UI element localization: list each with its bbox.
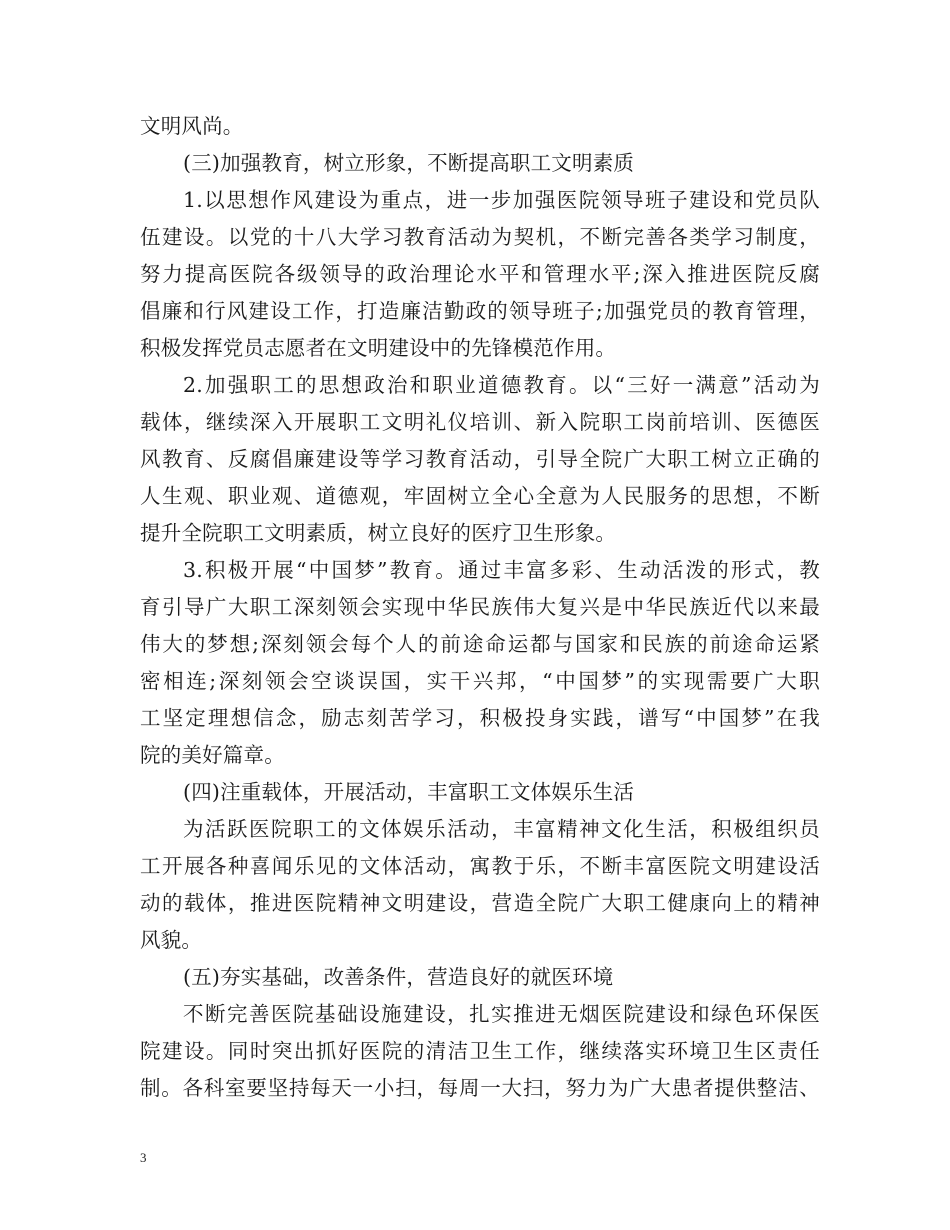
section-heading: (五)夯实基础，改善条件，营造良好的就医环境 bbox=[183, 965, 614, 989]
text-line: 工坚定理想信念，励志刻苦学习，积极投身实践，谱写“中国梦”在我 bbox=[140, 706, 820, 730]
section-heading: (三)加强教育，树立形象，不断提高职工文明素质 bbox=[183, 151, 635, 175]
text-line: 人生观、职业观、道德观，牢固树立全心全意为人民服务的思想，不断 bbox=[140, 484, 820, 508]
text-line: 2.加强职工的思想政治和职业道德教育。以“三好一满意”活动为 bbox=[183, 373, 820, 397]
text-line: 动的载体，推进医院精神文明建设，营造全院广大职工健康向上的精神 bbox=[140, 891, 820, 915]
text-line: 文明风尚。 bbox=[140, 114, 244, 138]
text-line: 提升全院职工文明素质，树立良好的医疗卫生形象。 bbox=[140, 521, 617, 545]
text-line: 为活跃医院职工的文体娱乐活动，丰富精神文化生活，积极组织员 bbox=[183, 817, 820, 841]
text-line: 育引导广大职工深刻领会实现中华民族伟大复兴是中华民族近代以来最 bbox=[140, 595, 820, 619]
text-line: 密相连;深刻领会空谈误国，实干兴邦，“中国梦”的实现需要广大职 bbox=[140, 669, 820, 693]
text-line: 伟大的梦想;深刻领会每个人的前途命运都与国家和民族的前途命运紧 bbox=[140, 632, 820, 656]
text-line: 工开展各种喜闻乐见的文体活动，寓教于乐，不断丰富医院文明建设活 bbox=[140, 854, 820, 878]
text-line: 伍建设。以党的十八大学习教育活动为契机，不断完善各类学习制度， bbox=[140, 225, 820, 249]
text-line: 制。各科室要坚持每天一小扫，每周一大扫，努力为广大患者提供整洁、 bbox=[140, 1076, 820, 1100]
text-line: 载体，继续深入开展职工文明礼仪培训、新入院职工岗前培训、医德医 bbox=[140, 410, 820, 434]
text-line: 努力提高医院各级领导的政治理论水平和管理水平;深入推进医院反腐 bbox=[140, 262, 820, 286]
text-line: 1.以思想作风建设为重点，进一步加强医院领导班子建设和党员队 bbox=[183, 188, 820, 212]
text-line: 3.积极开展“中国梦”教育。通过丰富多彩、生动活泼的形式，教 bbox=[183, 558, 820, 582]
page-number: 3 bbox=[140, 1150, 147, 1165]
text-line: 积极发挥党员志愿者在文明建设中的先锋模范作用。 bbox=[140, 336, 617, 360]
section-heading: (四)注重载体，开展活动，丰富职工文体娱乐生活 bbox=[183, 780, 635, 804]
text-line: 不断完善医院基础设施建设，扎实推进无烟医院建设和绿色环保医 bbox=[183, 1002, 820, 1026]
text-line: 院的美好篇章。 bbox=[140, 743, 285, 767]
text-line: 风貌。 bbox=[140, 928, 203, 952]
text-line: 倡廉和行风建设工作，打造廉洁勤政的领导班子;加强党员的教育管理， bbox=[140, 299, 820, 323]
text-line: 院建设。同时突出抓好医院的清洁卫生工作，继续落实环境卫生区责任 bbox=[140, 1039, 820, 1063]
document-body bbox=[140, 108, 820, 1107]
text-line: 风教育、反腐倡廉建设等学习教育活动，引导全院广大职工树立正确的 bbox=[140, 447, 820, 471]
